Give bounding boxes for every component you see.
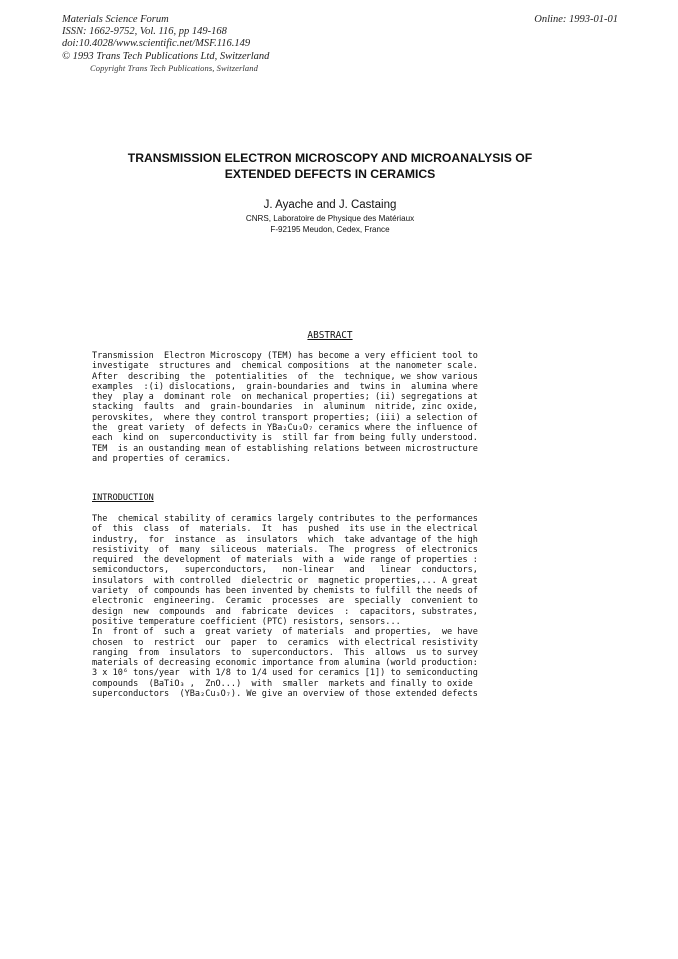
abstract-line: investigate structures and chemical compositions at the nanometer scale. — [92, 361, 478, 372]
doi-link[interactable]: doi:10.4028/www.scientific.net/MSF.116.149 — [62, 38, 251, 50]
introduction-heading: INTRODUCTION — [92, 493, 154, 503]
copyright-line: © 1993 Trans Tech Publications Ltd, Switzerland — [62, 50, 270, 62]
abstract-line: Transmission Electron Microscopy (TEM) has become a very efficient tool to — [92, 351, 478, 361]
intro-line: insulators with controlled dielectric or magnetic properties,... A great — [92, 575, 478, 586]
abstract-line: examples :(i) dislocations, grain-boundaries and twins in alumina where — [92, 381, 478, 392]
paper-title — [70, 151, 590, 182]
intro-line: industry, for instance as insulators which take advantage of the high — [92, 534, 478, 545]
abstract-heading: ABSTRACT — [307, 330, 353, 341]
abstract-line: After describing the potentialities of the technique, we show various — [92, 371, 478, 382]
affiliation-line-2: F-92195 Meudon, Cedex, France — [270, 224, 390, 234]
introduction-body — [92, 514, 512, 699]
intro-line: resistivity of many siliceous materials. The progress of electronics — [92, 544, 478, 555]
intro-line: design new compounds and fabricate devices : capacitors, substrates, — [92, 606, 478, 617]
journal-citation-header — [62, 14, 269, 63]
authors: J. Ayache and J. Castaing — [263, 199, 397, 211]
intro-line: The chemical stability of ceramics largely contributes to the performances — [92, 514, 478, 524]
intro-line: of this class of materials. It has pushed its use in the electrical — [92, 524, 478, 535]
intro-line: semiconductors, superconductors, non-linear and linear conductors, — [92, 565, 478, 576]
intro-line: chosen to restrict our paper to ceramics with electrical resistivity — [92, 637, 478, 648]
intro-line: compounds (BaTiO₃ , ZnO...) with smaller markets and finally to oxide — [92, 678, 473, 689]
intro-line: electronic engineering. Ceramic processes are specially convenient to — [92, 596, 478, 607]
intro-line: positive temperature coefficient (PTC) resistors, sensors... — [92, 616, 401, 627]
issn-volume-pages: ISSN: 1662-9752, Vol. 116, pp 149-168 — [62, 26, 227, 38]
scanned-copyright-notice: Copyright Trans Tech Publications, Switzerland — [90, 63, 258, 73]
abstract-body — [92, 351, 512, 464]
intro-line: ranging from insulators to superconductors. This allows us to survey — [92, 647, 478, 658]
intro-line: required the development of materials with a wide range of properties : — [92, 555, 478, 566]
intro-line: 3 x 10⁶ tons/year with 1/8 to 1/4 used for ceramics [1]) to semiconducting — [92, 668, 478, 679]
abstract-line: each kind on superconductivity is still far from being fully understood. — [92, 433, 478, 444]
online-date: Online: 1993-01-01 — [534, 14, 618, 25]
title-line-2: EXTENDED DEFECTS IN CERAMICS — [224, 166, 436, 181]
intro-line: superconductors (YBa₂Cu₃O₇). We give an overview of those extended defects — [92, 689, 478, 700]
affiliation-line-1: CNRS, Laboratoire de Physique des Matériaux — [245, 214, 415, 223]
journal-name: Materials Science Forum — [62, 14, 169, 25]
abstract-line: perovskites, where they control transport properties; (iii) a selection of — [92, 412, 478, 423]
abstract-line: and properties of ceramics. — [92, 453, 231, 464]
intro-line: materials of decreasing economic importance from alumina (world production: — [92, 658, 478, 669]
affiliation — [70, 214, 590, 235]
abstract-line: TEM is an oustanding mean of establishing relations between microstructure — [92, 443, 478, 454]
intro-line: variety of compounds has been invented by chemists to fulfill the needs of — [92, 586, 478, 597]
abstract-line: stacking faults and grain-boundaries in aluminum nitride, zinc oxide, — [92, 402, 478, 413]
abstract-line: the great variety of defects in YBa₂Cu₃O₇ ceramics where the influence of — [92, 423, 478, 434]
intro-line: In front of such a great variety of materials and properties, we have — [92, 627, 478, 638]
title-line-1: TRANSMISSION ELECTRON MICROSCOPY AND MICROANALYSIS OF — [127, 151, 533, 165]
abstract-line: they play a dominant role on mechanical properties; (ii) segregations at — [92, 392, 478, 403]
